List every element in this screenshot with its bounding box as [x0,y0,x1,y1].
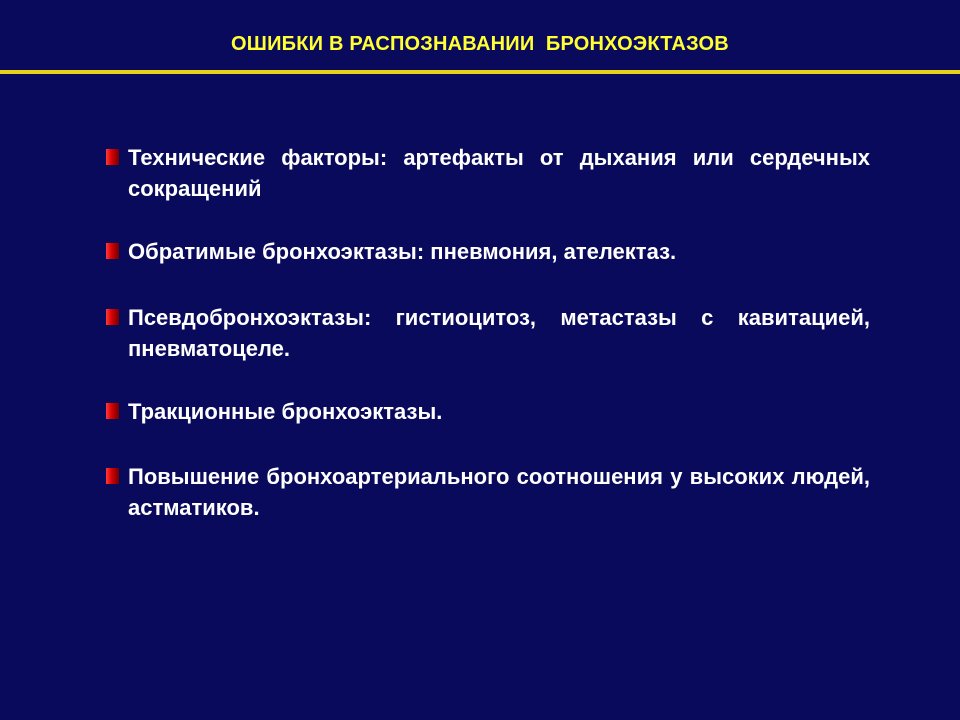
square-bullet-icon [106,149,119,165]
bullet-item-pseudobronchiectasis [106,302,870,364]
bullet-text: Повышение бронхоартериального соотношения у высоких людей, астматиков. [128,464,870,520]
square-bullet-icon [106,403,119,419]
bullet-text: Псевдобронхоэктазы: гистиоцитоз, метастазы с кавитацией, пневматоцеле. [128,305,870,361]
bullet-text: Обратимые бронхоэктазы: пневмония, ателектаз. [128,239,677,264]
square-bullet-icon [106,309,119,325]
bullet-item-bronchoarterial-ratio [106,461,870,523]
bullet-item-reversible-bronchiectasis [106,236,870,267]
title-underline [0,70,960,74]
bullet-item-technical-factors [106,142,870,204]
square-bullet-icon [106,468,119,484]
slide-title: ОШИБКИ В РАСПОЗНАВАНИИ БРОНХОЭКТАЗОВ [231,33,729,55]
bullet-text: Технические факторы: артефакты от дыхания или сердечных сокращений [128,145,870,201]
bullet-item-traction-bronchiectasis [106,396,870,427]
square-bullet-icon [106,243,119,259]
bullet-text: Тракционные бронхоэктазы. [128,399,443,424]
